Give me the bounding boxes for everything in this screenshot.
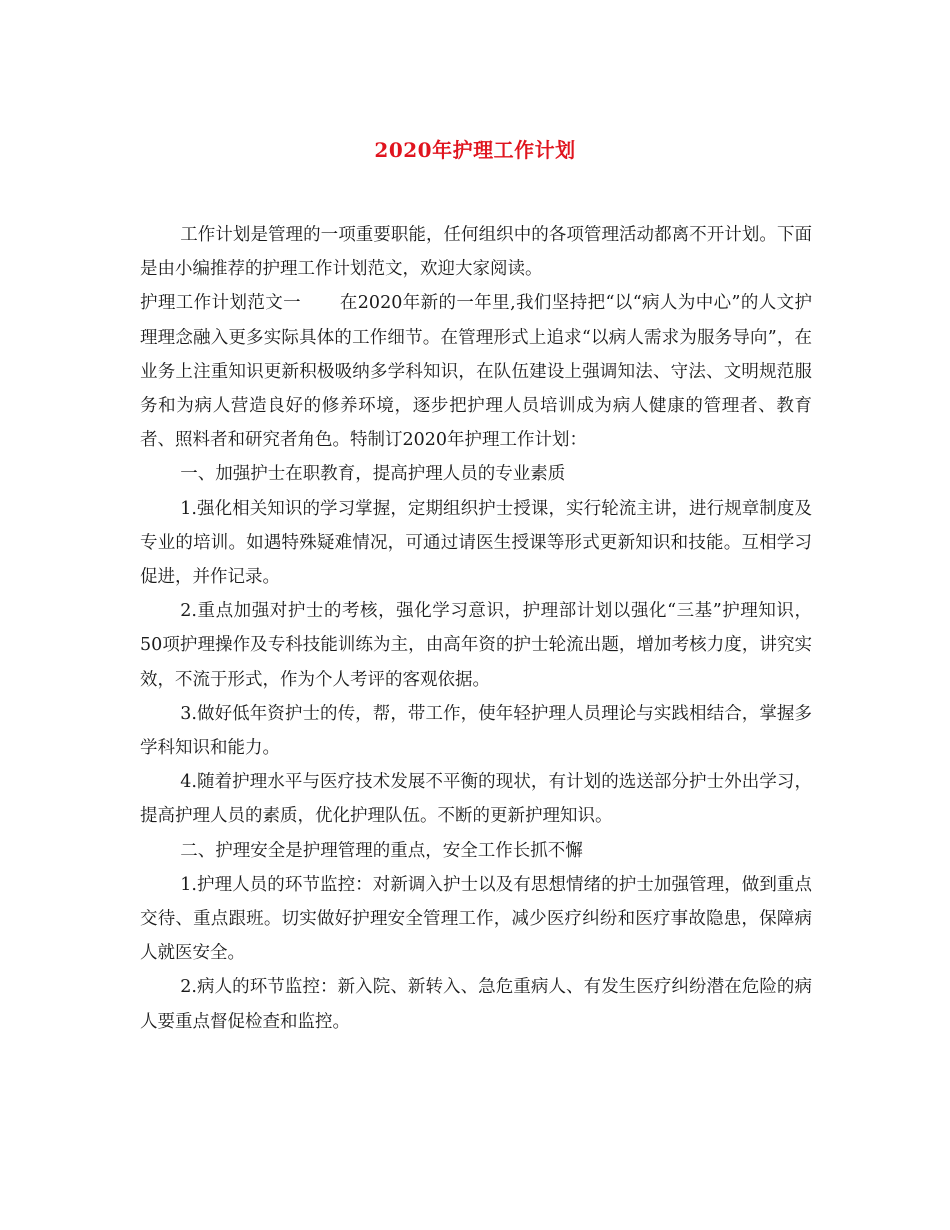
sample-paragraph (140, 286, 812, 457)
section-2-item-1: 1.护理人员的环节监控：对新调入护士以及有思想情绪的护士加强管理，做到重点交待、重点跟班。切实做好护理安全管理工作，减少医疗纠纷和医疗事故隐患，保障病人就医安全。 (140, 874, 812, 964)
sample-text: 在2020年新的一年里,我们坚持把“以“病人为中心”的人文护理理念融入更多实际具体的工作细节。在管理形式上追求“以病人需求为服务导向”，在业务上注重知识更新积极吸纳多学科知识，在队伍建设上强调知法、守法、文明规范服务和为病人营造良好的修养环境，逐步把护理人员培训成为病人健康的管理者、教育者、照料者和研究者角色。特制订2020年护理工作计划： (140, 293, 812, 451)
section-1-item-2: 2.重点加强对护士的考核，强化学习意识，护理部计划以强化“三基”护理知识，50项护理操作及专科技能训练为主，由高年资的护士轮流出题，增加考核力度，讲究实效，不流于形式，作为个人考评的客观依据。 (140, 601, 812, 690)
document-title: 2020年护理工作计划 (374, 138, 576, 162)
section-1-item-3: 3.做好低年资护士的传，帮，带工作，使年轻护理人员理论与实践相结合，掌握多学科知识和能力。 (140, 703, 812, 759)
intro-paragraph: 工作计划是管理的一项重要职能，任何组织中的各项管理活动都离不开计划。下面是由小编推荐的护理工作计划范文，欢迎大家阅读。 (140, 225, 812, 280)
section-2-heading: 二、护理安全是护理管理的重点，安全工作长抓不懈 (180, 840, 583, 861)
section-1-item-1: 1.强化相关知识的学习掌握，定期组织护士授课，实行轮流主讲，进行规章制度及专业的培训。如遇特殊疑难情况，可通过请医生授课等形式更新知识和技能。互相学习促进，并作记录。 (140, 498, 812, 588)
document-body (140, 218, 812, 1039)
section-1-item-4: 4.随着护理水平与医疗技术发展不平衡的现状，有计划的选送部分护士外出学习，提高护理人员的素质，优化护理队伍。不断的更新护理知识。 (140, 772, 812, 827)
section-2-item-2: 2.病人的环节监控：新入院、新转入、急危重病人、有发生医疗纠纷潜在危险的病人要重点督促检查和监控。 (140, 977, 812, 1032)
sample-label: 护理工作计划范文一 (140, 293, 302, 314)
section-1-heading: 一、加强护士在职教育，提高护理人员的专业素质 (180, 464, 566, 485)
